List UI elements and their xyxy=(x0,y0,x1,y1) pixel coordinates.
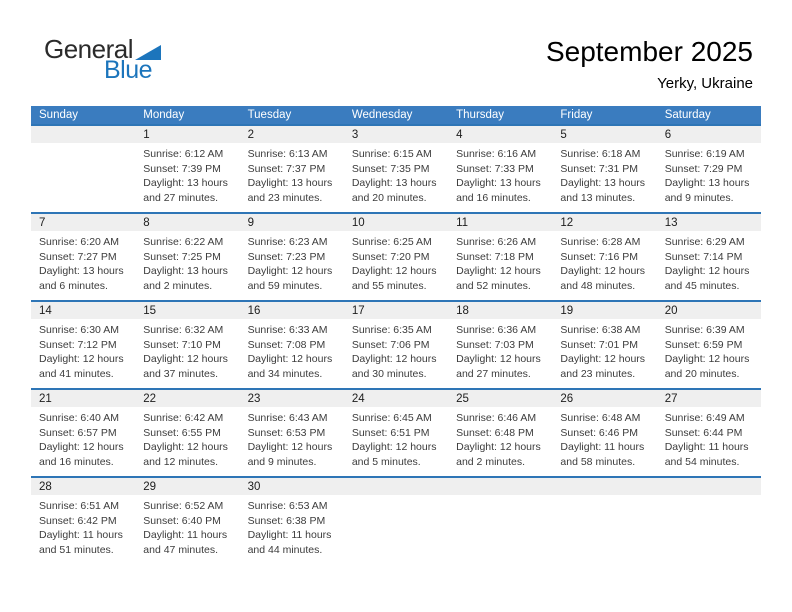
day-cell xyxy=(552,125,656,213)
day-cell xyxy=(448,213,552,301)
weekday-sunday: Sunday xyxy=(31,106,135,125)
sunset-text: Sunset: 7:18 PM xyxy=(456,250,534,263)
day-cell xyxy=(344,389,448,477)
day-number-band xyxy=(448,214,552,231)
daylight-text: Daylight: 12 hours and 45 minutes. xyxy=(664,265,750,292)
day-details xyxy=(552,407,656,469)
week-row xyxy=(31,301,761,389)
sunrise-text: Sunrise: 6:35 AM xyxy=(351,324,432,336)
day-number: 29 xyxy=(143,480,157,493)
day-number: 13 xyxy=(664,216,678,229)
sunrise-text: Sunrise: 6:12 AM xyxy=(143,148,224,160)
day-number-band xyxy=(657,478,761,495)
day-number: 26 xyxy=(560,392,574,405)
day-number: 22 xyxy=(143,392,157,405)
day-number: 18 xyxy=(456,304,469,317)
day-number: 3 xyxy=(351,128,359,141)
day-details xyxy=(135,319,239,381)
day-number: 30 xyxy=(247,480,261,493)
page-location: Yerky, Ukraine xyxy=(657,75,753,92)
calendar-body xyxy=(31,125,761,565)
title-block xyxy=(546,36,753,92)
day-details xyxy=(344,231,448,293)
day-details xyxy=(657,231,761,293)
daylight-text: Daylight: 13 hours and 6 minutes. xyxy=(39,265,124,292)
sunset-text: Sunset: 7:20 PM xyxy=(351,250,430,263)
sunset-text: Sunset: 6:55 PM xyxy=(143,426,221,439)
day-number: 11 xyxy=(456,216,469,229)
day-number-band xyxy=(552,214,656,231)
day-number-band xyxy=(552,302,656,319)
day-details xyxy=(344,143,448,205)
day-details xyxy=(31,319,135,381)
daylight-text: Daylight: 13 hours and 13 minutes. xyxy=(560,177,646,204)
sunset-text: Sunset: 6:38 PM xyxy=(247,514,326,527)
sunrise-text: Sunrise: 6:45 AM xyxy=(351,412,432,424)
day-number: 7 xyxy=(39,216,46,229)
sunset-text: Sunset: 7:39 PM xyxy=(143,162,221,175)
day-number: 15 xyxy=(143,304,157,317)
week-row xyxy=(31,125,761,213)
page-title: September 2025 xyxy=(545,36,753,67)
sunset-text: Sunset: 7:35 PM xyxy=(351,162,430,175)
day-number: 10 xyxy=(351,216,365,229)
daylight-text: Daylight: 12 hours and 9 minutes. xyxy=(247,441,333,468)
sunset-text: Sunset: 7:10 PM xyxy=(143,338,221,351)
empty-day-cell xyxy=(31,125,135,213)
daylight-text: Daylight: 12 hours and 20 minutes. xyxy=(664,353,750,380)
day-number-band xyxy=(240,214,344,231)
logo-text-general: General xyxy=(44,34,133,64)
daylight-text: Daylight: 12 hours and 59 minutes. xyxy=(247,265,333,292)
sunrise-text: Sunrise: 6:15 AM xyxy=(351,148,432,160)
week-row xyxy=(31,477,761,565)
weekday-friday: Friday xyxy=(552,106,656,125)
day-number: 5 xyxy=(560,128,567,141)
day-number-band xyxy=(31,302,135,319)
day-cell xyxy=(31,477,135,565)
empty-day-cell xyxy=(344,477,448,565)
day-cell xyxy=(657,389,761,477)
day-number: 14 xyxy=(39,304,52,317)
day-number-band xyxy=(344,390,448,407)
daylight-text: Daylight: 13 hours and 23 minutes. xyxy=(247,177,333,204)
day-details xyxy=(135,231,239,293)
calendar-weekday-header xyxy=(31,106,761,125)
sunrise-text: Sunrise: 6:20 AM xyxy=(39,236,119,248)
sunrise-text: Sunrise: 6:51 AM xyxy=(39,500,119,512)
day-number-band xyxy=(344,302,448,319)
day-cell xyxy=(657,301,761,389)
sunrise-text: Sunrise: 6:49 AM xyxy=(664,412,745,424)
daylight-text: Daylight: 11 hours and 51 minutes. xyxy=(39,529,123,556)
week-row xyxy=(31,213,761,301)
day-number-band xyxy=(31,126,135,143)
day-number-band xyxy=(31,478,135,495)
day-cell xyxy=(135,477,239,565)
general-blue-logo xyxy=(44,34,161,84)
daylight-text: Daylight: 12 hours and 41 minutes. xyxy=(39,353,124,380)
sunset-text: Sunset: 7:33 PM xyxy=(456,162,534,175)
sunrise-text: Sunrise: 6:26 AM xyxy=(456,236,537,248)
day-cell xyxy=(135,213,239,301)
sunset-text: Sunset: 7:06 PM xyxy=(351,338,430,351)
sunrise-text: Sunrise: 6:16 AM xyxy=(456,148,537,160)
sunrise-text: Sunrise: 6:28 AM xyxy=(560,236,641,248)
daylight-text: Daylight: 12 hours and 55 minutes. xyxy=(351,265,437,292)
weekday-saturday: Saturday xyxy=(657,106,761,125)
daylight-text: Daylight: 12 hours and 12 minutes. xyxy=(143,441,228,468)
sunset-text: Sunset: 7:25 PM xyxy=(143,250,221,263)
sunset-text: Sunset: 6:42 PM xyxy=(39,514,117,527)
day-number-band xyxy=(240,478,344,495)
weekday-thursday: Thursday xyxy=(448,106,552,125)
sunset-text: Sunset: 7:27 PM xyxy=(39,250,117,263)
day-details xyxy=(240,143,344,205)
day-number-band xyxy=(344,478,448,495)
day-cell xyxy=(240,389,344,477)
daylight-text: Daylight: 11 hours and 44 minutes. xyxy=(247,529,332,556)
day-number-band xyxy=(344,214,448,231)
day-details xyxy=(240,495,344,557)
day-cell xyxy=(240,213,344,301)
day-cell xyxy=(448,389,552,477)
day-number: 28 xyxy=(39,480,52,493)
sunset-text: Sunset: 6:57 PM xyxy=(39,426,117,439)
day-cell xyxy=(240,125,344,213)
sunset-text: Sunset: 7:37 PM xyxy=(247,162,326,175)
day-number-band xyxy=(448,390,552,407)
daylight-text: Daylight: 13 hours and 27 minutes. xyxy=(143,177,228,204)
day-cell xyxy=(240,301,344,389)
daylight-text: Daylight: 12 hours and 34 minutes. xyxy=(247,353,333,380)
day-cell xyxy=(31,389,135,477)
daylight-text: Daylight: 12 hours and 48 minutes. xyxy=(560,265,646,292)
day-cell xyxy=(31,213,135,301)
day-details xyxy=(135,143,239,205)
sunset-text: Sunset: 6:59 PM xyxy=(664,338,743,351)
day-number: 23 xyxy=(247,392,261,405)
day-cell xyxy=(448,125,552,213)
sunrise-text: Sunrise: 6:18 AM xyxy=(560,148,641,160)
daylight-text: Daylight: 12 hours and 27 minutes. xyxy=(456,353,541,380)
day-number-band xyxy=(135,214,239,231)
sunrise-text: Sunrise: 6:25 AM xyxy=(351,236,432,248)
empty-day-cell xyxy=(552,477,656,565)
day-details xyxy=(552,231,656,293)
daylight-text: Daylight: 12 hours and 2 minutes. xyxy=(456,441,541,468)
daylight-text: Daylight: 13 hours and 16 minutes. xyxy=(456,177,541,204)
day-details xyxy=(552,143,656,205)
day-cell xyxy=(344,301,448,389)
day-number-band xyxy=(31,214,135,231)
sunset-text: Sunset: 6:40 PM xyxy=(143,514,221,527)
day-details xyxy=(135,407,239,469)
day-details xyxy=(657,319,761,381)
sunset-text: Sunset: 7:16 PM xyxy=(560,250,639,263)
daylight-text: Daylight: 12 hours and 52 minutes. xyxy=(456,265,541,292)
weekday-tuesday: Tuesday xyxy=(240,106,344,125)
day-details xyxy=(240,407,344,469)
day-number: 25 xyxy=(456,392,469,405)
day-cell xyxy=(135,301,239,389)
sunset-text: Sunset: 6:48 PM xyxy=(456,426,534,439)
day-cell xyxy=(240,477,344,565)
sunrise-text: Sunrise: 6:46 AM xyxy=(456,412,537,424)
sunset-text: Sunset: 7:08 PM xyxy=(247,338,326,351)
day-number-band xyxy=(448,126,552,143)
sunrise-text: Sunrise: 6:30 AM xyxy=(39,324,119,336)
day-number: 19 xyxy=(560,304,574,317)
day-details xyxy=(448,319,552,381)
sunrise-text: Sunrise: 6:48 AM xyxy=(560,412,641,424)
daylight-text: Daylight: 12 hours and 30 minutes. xyxy=(351,353,437,380)
day-number-band xyxy=(240,390,344,407)
day-number: 20 xyxy=(664,304,678,317)
sunrise-text: Sunrise: 6:36 AM xyxy=(456,324,537,336)
daylight-text: Daylight: 11 hours and 54 minutes. xyxy=(664,441,749,468)
day-number: 16 xyxy=(247,304,261,317)
day-number: 27 xyxy=(664,392,678,405)
day-number-band xyxy=(135,390,239,407)
day-number: 1 xyxy=(143,128,150,141)
day-number-band xyxy=(552,478,656,495)
day-details xyxy=(240,231,344,293)
day-number: 17 xyxy=(351,304,365,317)
day-cell xyxy=(657,213,761,301)
daylight-text: Daylight: 13 hours and 20 minutes. xyxy=(351,177,437,204)
sunset-text: Sunset: 6:51 PM xyxy=(351,426,430,439)
day-number-band xyxy=(135,302,239,319)
daylight-text: Daylight: 13 hours and 2 minutes. xyxy=(143,265,228,292)
day-cell xyxy=(552,213,656,301)
day-number: 12 xyxy=(560,216,574,229)
day-details xyxy=(344,407,448,469)
sunset-text: Sunset: 7:14 PM xyxy=(664,250,743,263)
sunset-text: Sunset: 7:03 PM xyxy=(456,338,534,351)
day-number-band xyxy=(240,302,344,319)
weekday-header-row xyxy=(31,106,761,125)
day-details xyxy=(657,143,761,205)
day-number: 6 xyxy=(664,128,672,141)
sunrise-text: Sunrise: 6:38 AM xyxy=(560,324,641,336)
day-cell xyxy=(344,213,448,301)
weekday-wednesday: Wednesday xyxy=(344,106,448,125)
daylight-text: Daylight: 12 hours and 5 minutes. xyxy=(351,441,437,468)
sunrise-text: Sunrise: 6:42 AM xyxy=(143,412,224,424)
day-details xyxy=(448,231,552,293)
day-number-band xyxy=(657,126,761,143)
daylight-text: Daylight: 12 hours and 16 minutes. xyxy=(39,441,124,468)
day-number-band xyxy=(135,478,239,495)
sunset-text: Sunset: 7:12 PM xyxy=(39,338,117,351)
day-cell xyxy=(135,125,239,213)
daylight-text: Daylight: 12 hours and 23 minutes. xyxy=(560,353,646,380)
day-cell xyxy=(552,301,656,389)
day-details xyxy=(552,319,656,381)
sunset-text: Sunset: 7:31 PM xyxy=(560,162,639,175)
sunrise-text: Sunrise: 6:23 AM xyxy=(247,236,328,248)
sunrise-text: Sunrise: 6:32 AM xyxy=(143,324,224,336)
day-number: 9 xyxy=(247,216,254,229)
day-cell xyxy=(31,301,135,389)
sunrise-text: Sunrise: 6:22 AM xyxy=(143,236,224,248)
day-number: 2 xyxy=(247,128,254,141)
day-details xyxy=(344,319,448,381)
sunset-text: Sunset: 6:53 PM xyxy=(247,426,326,439)
daylight-text: Daylight: 12 hours and 37 minutes. xyxy=(143,353,228,380)
weekday-monday: Monday xyxy=(135,106,239,125)
daylight-text: Daylight: 11 hours and 58 minutes. xyxy=(560,441,645,468)
day-number-band xyxy=(552,390,656,407)
daylight-text: Daylight: 11 hours and 47 minutes. xyxy=(143,529,228,556)
day-number-band xyxy=(657,214,761,231)
day-details xyxy=(448,407,552,469)
day-details xyxy=(448,143,552,205)
day-number-band xyxy=(344,126,448,143)
day-number: 24 xyxy=(351,392,365,405)
day-cell xyxy=(448,301,552,389)
day-cell xyxy=(135,389,239,477)
sunrise-text: Sunrise: 6:13 AM xyxy=(247,148,328,160)
day-number: 21 xyxy=(39,392,52,405)
sunset-text: Sunset: 6:46 PM xyxy=(560,426,639,439)
sunset-text: Sunset: 7:23 PM xyxy=(247,250,326,263)
day-cell xyxy=(552,389,656,477)
calendar-table xyxy=(31,106,761,565)
day-number-band xyxy=(135,126,239,143)
sunrise-text: Sunrise: 6:19 AM xyxy=(664,148,745,160)
sunrise-text: Sunrise: 6:53 AM xyxy=(247,500,328,512)
day-number-band xyxy=(240,126,344,143)
day-cell xyxy=(344,125,448,213)
day-number-band xyxy=(448,302,552,319)
sunset-text: Sunset: 7:29 PM xyxy=(664,162,743,175)
empty-day-cell xyxy=(448,477,552,565)
day-cell xyxy=(657,125,761,213)
empty-day-cell xyxy=(657,477,761,565)
day-number-band xyxy=(31,390,135,407)
day-details xyxy=(240,319,344,381)
day-number-band xyxy=(657,302,761,319)
day-number: 4 xyxy=(456,128,463,141)
sunset-text: Sunset: 6:44 PM xyxy=(664,426,743,439)
sunrise-text: Sunrise: 6:33 AM xyxy=(247,324,328,336)
day-number-band xyxy=(657,390,761,407)
day-details xyxy=(31,231,135,293)
day-number: 8 xyxy=(143,216,150,229)
logo-text-blue: Blue xyxy=(104,56,153,84)
day-number-band xyxy=(552,126,656,143)
week-row xyxy=(31,389,761,477)
sunrise-text: Sunrise: 6:39 AM xyxy=(664,324,745,336)
day-details xyxy=(135,495,239,557)
day-details xyxy=(31,495,135,557)
day-details xyxy=(657,407,761,469)
sunrise-text: Sunrise: 6:43 AM xyxy=(247,412,328,424)
sunrise-text: Sunrise: 6:52 AM xyxy=(143,500,224,512)
sunset-text: Sunset: 7:01 PM xyxy=(560,338,639,351)
daylight-text: Daylight: 13 hours and 9 minutes. xyxy=(664,177,750,204)
day-number-band xyxy=(448,478,552,495)
sunrise-text: Sunrise: 6:29 AM xyxy=(664,236,745,248)
day-details xyxy=(31,407,135,469)
sunrise-text: Sunrise: 6:40 AM xyxy=(39,412,119,424)
